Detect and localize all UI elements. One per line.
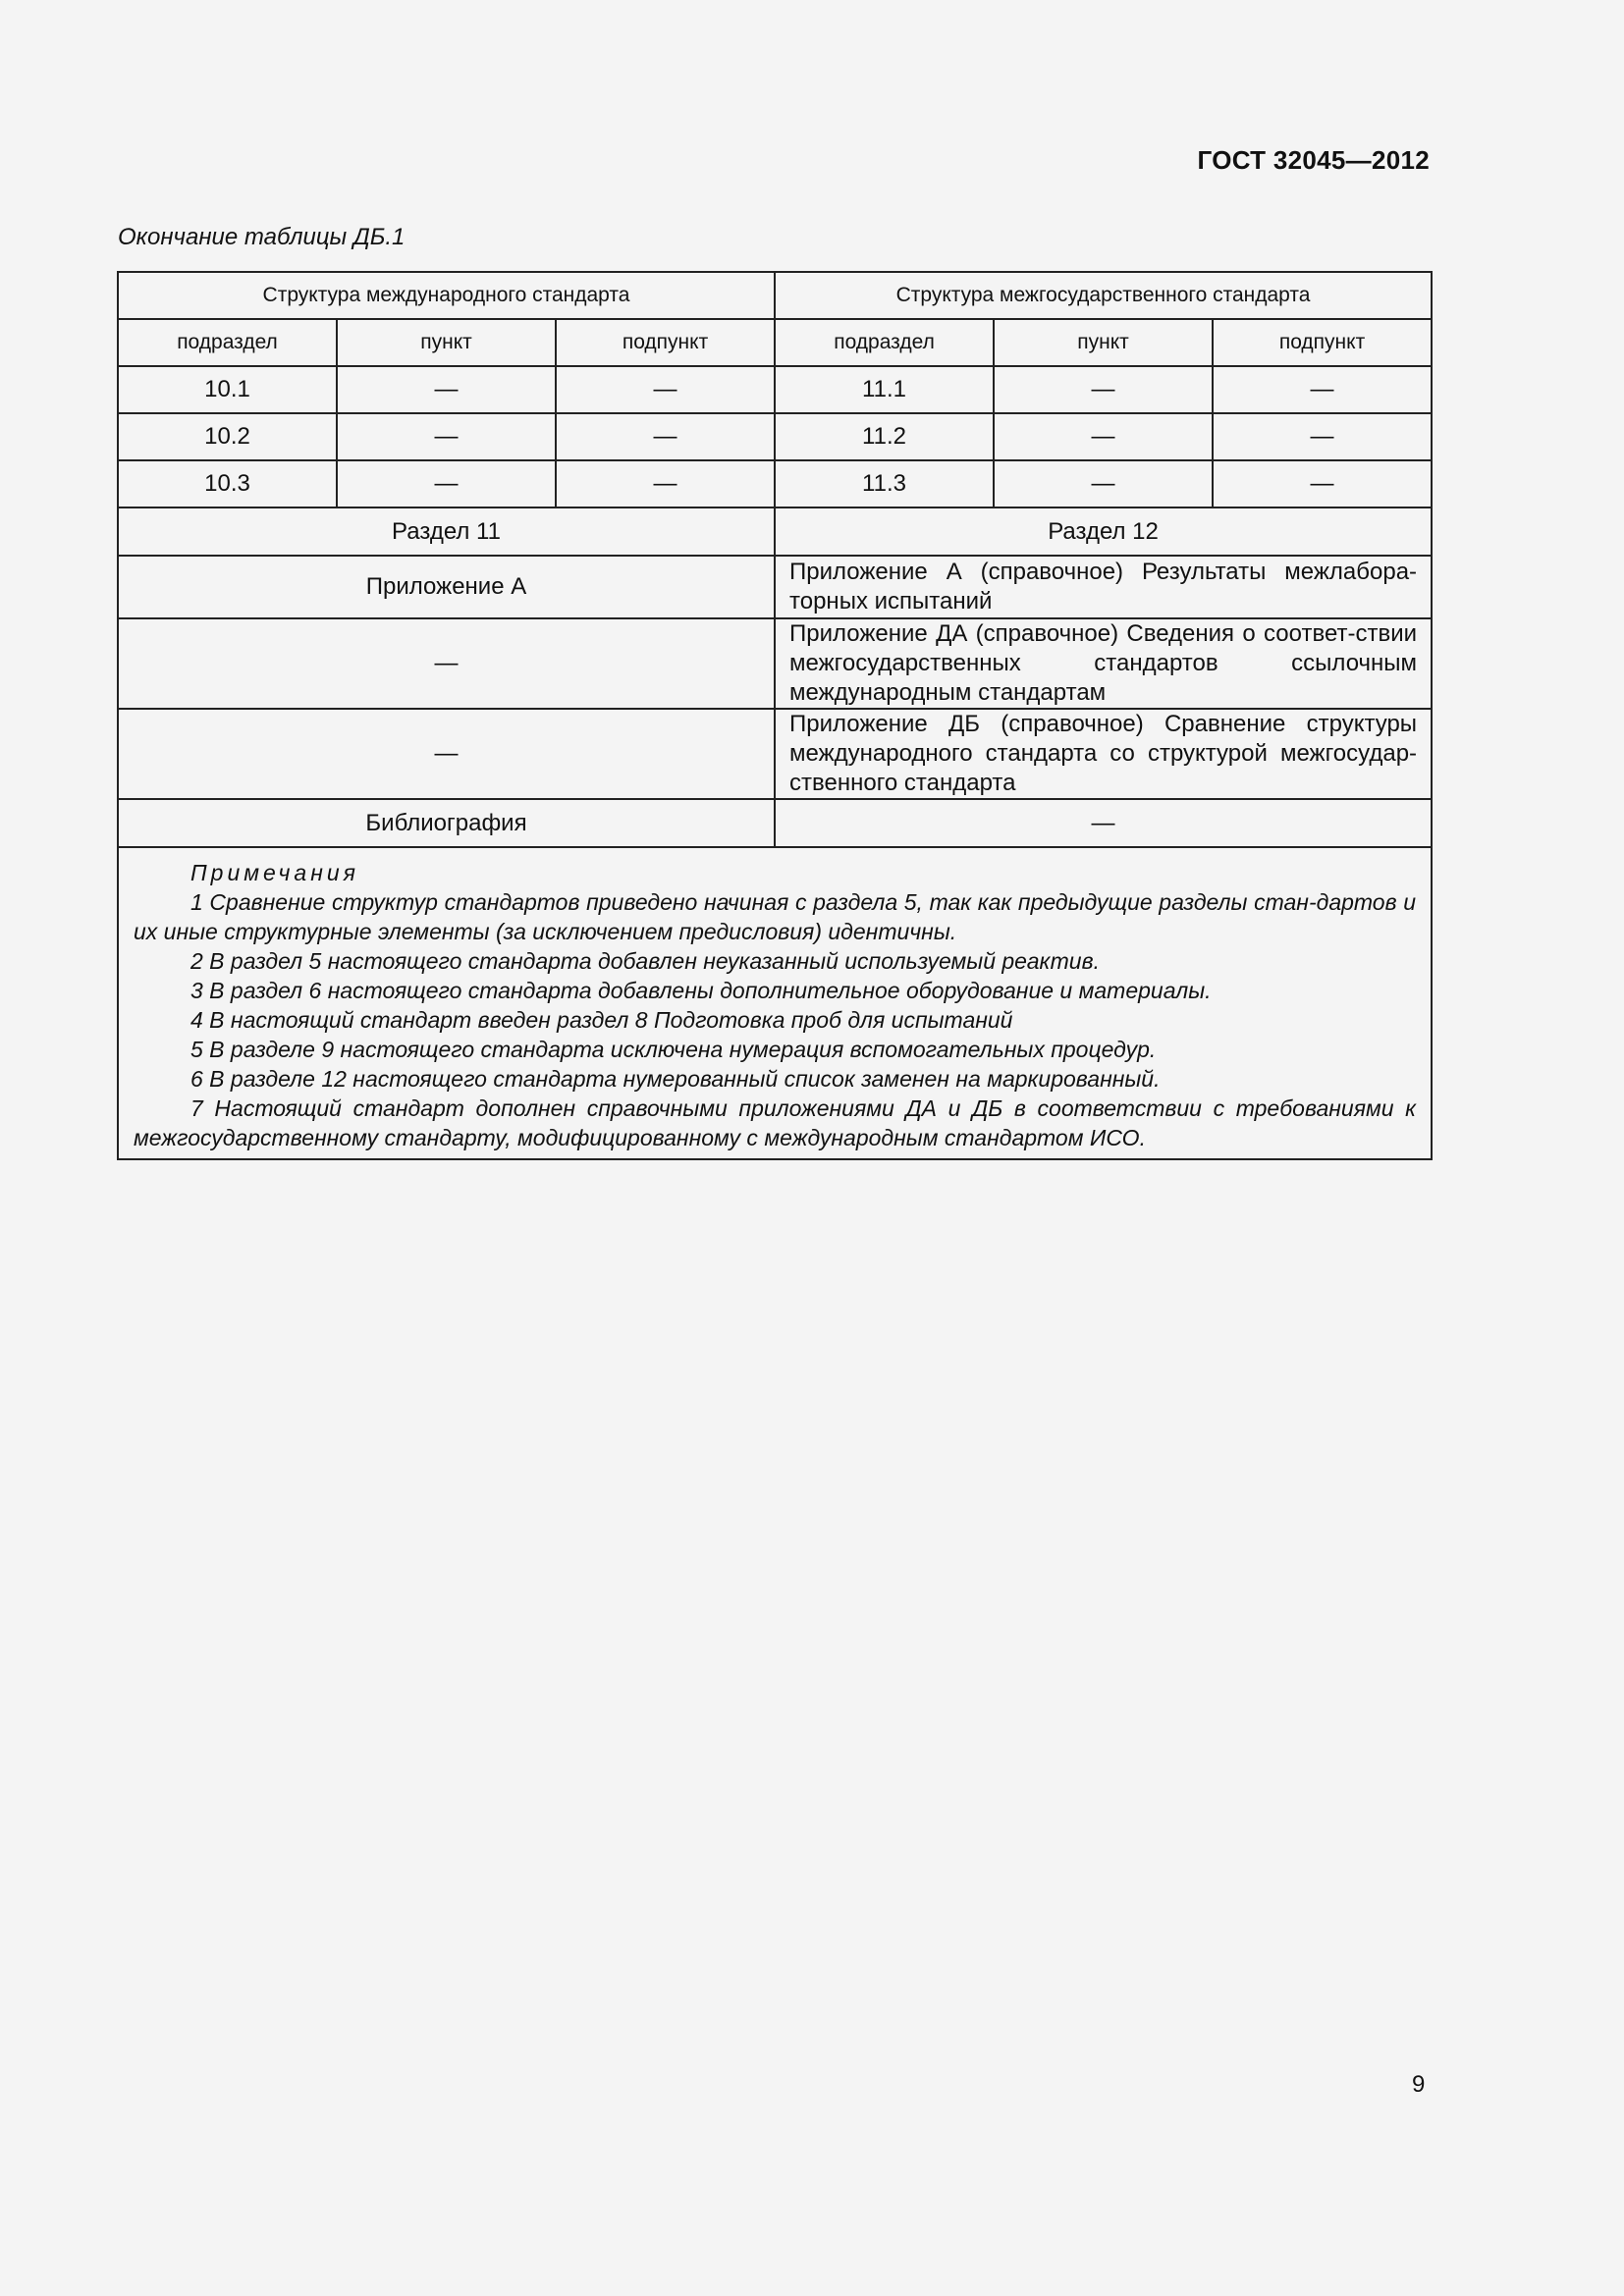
column-header: пункт [994, 319, 1213, 366]
page-number: 9 [1412, 2071, 1426, 2098]
table-cell: — [337, 460, 556, 507]
table-row [118, 366, 1432, 413]
notes-row [118, 847, 1432, 1159]
interstate-cell: Приложение ДБ (справочное) Сравнение структуры международного стандарта со структурой межгосудар-ственного стандарта [775, 709, 1432, 799]
group-header-international: Структура международного стандарта [118, 272, 775, 319]
table-cell: 11.2 [775, 413, 994, 460]
column-header: подпункт [556, 319, 775, 366]
international-cell: Раздел 11 [118, 507, 775, 556]
table-cell: — [556, 413, 775, 460]
note-item: 7 Настоящий стандарт дополнен справочными приложениями ДА и ДБ в соответствии с требованиями к межгосударственному стандарту, модифицированному с международным стандартом ИСО. [134, 1095, 1417, 1150]
table-cell: 11.3 [775, 460, 994, 507]
note-item: 4 В настоящий стандарт введен раздел 8 Подготовка проб для испытаний [190, 1007, 1013, 1033]
notes-cell [118, 847, 1432, 1159]
international-cell: Библиография [118, 799, 775, 847]
table-cell: 10.1 [118, 366, 337, 413]
group-header-row [118, 272, 1432, 319]
structure-comparison-table [117, 271, 1433, 1160]
column-header: подраздел [118, 319, 337, 366]
table-cell: — [1213, 460, 1432, 507]
table-cell: — [337, 366, 556, 413]
note-item: 1 Сравнение структур стандартов приведено начиная с раздела 5, так как предыдущие разделы стан-дартов и их иные структурные элементы (за исключением предисловия) идентичны. [134, 889, 1417, 944]
column-header: подпункт [1213, 319, 1432, 366]
notes-title: Примечания [190, 860, 359, 885]
table-cell: — [1213, 413, 1432, 460]
table-row [118, 460, 1432, 507]
note-item: 5 В разделе 9 настоящего стандарта исключена нумерация вспомогательных процедур. [190, 1037, 1157, 1062]
sub-header-row [118, 319, 1432, 366]
interstate-cell: Приложение ДА (справочное) Сведения о соответ-ствии межгосударственных стандартов ссылочным международным стандартам [775, 618, 1432, 709]
column-header: пункт [337, 319, 556, 366]
international-cell: — [118, 618, 775, 709]
table-row-annex-db [118, 709, 1432, 799]
interstate-cell: Приложение А (справочное) Результаты межлабора-торных испытаний [775, 556, 1432, 618]
interstate-cell: Раздел 12 [775, 507, 1432, 556]
table-cell: — [994, 460, 1213, 507]
interstate-cell: — [775, 799, 1432, 847]
table-row-section [118, 507, 1432, 556]
table-cell: — [337, 413, 556, 460]
table-row [118, 413, 1432, 460]
table-cell: 10.2 [118, 413, 337, 460]
document-code: ГОСТ 32045—2012 [1197, 145, 1430, 175]
table-row-bibliography [118, 799, 1432, 847]
table-cell: — [1213, 366, 1432, 413]
table-caption: Окончание таблицы ДБ.1 [118, 224, 406, 250]
table-row-annex-a [118, 556, 1432, 618]
table-cell: 10.3 [118, 460, 337, 507]
table-cell: — [994, 413, 1213, 460]
group-header-interstate: Структура межгосударственного стандарта [775, 272, 1432, 319]
international-cell: — [118, 709, 775, 799]
column-header: подраздел [775, 319, 994, 366]
note-item: 3 В раздел 6 настоящего стандарта добавлены дополнительное оборудование и материалы. [190, 978, 1212, 1003]
table-row-annex-da [118, 618, 1432, 709]
note-item: 6 В разделе 12 настоящего стандарта нумерованный список заменен на маркированный. [190, 1066, 1161, 1092]
table-cell: — [556, 366, 775, 413]
note-item: 2 В раздел 5 настоящего стандарта добавлен неуказанный используемый реактив. [190, 948, 1100, 974]
table-cell: — [994, 366, 1213, 413]
international-cell: Приложение А [118, 556, 775, 618]
table-cell: — [556, 460, 775, 507]
table-cell: 11.1 [775, 366, 994, 413]
